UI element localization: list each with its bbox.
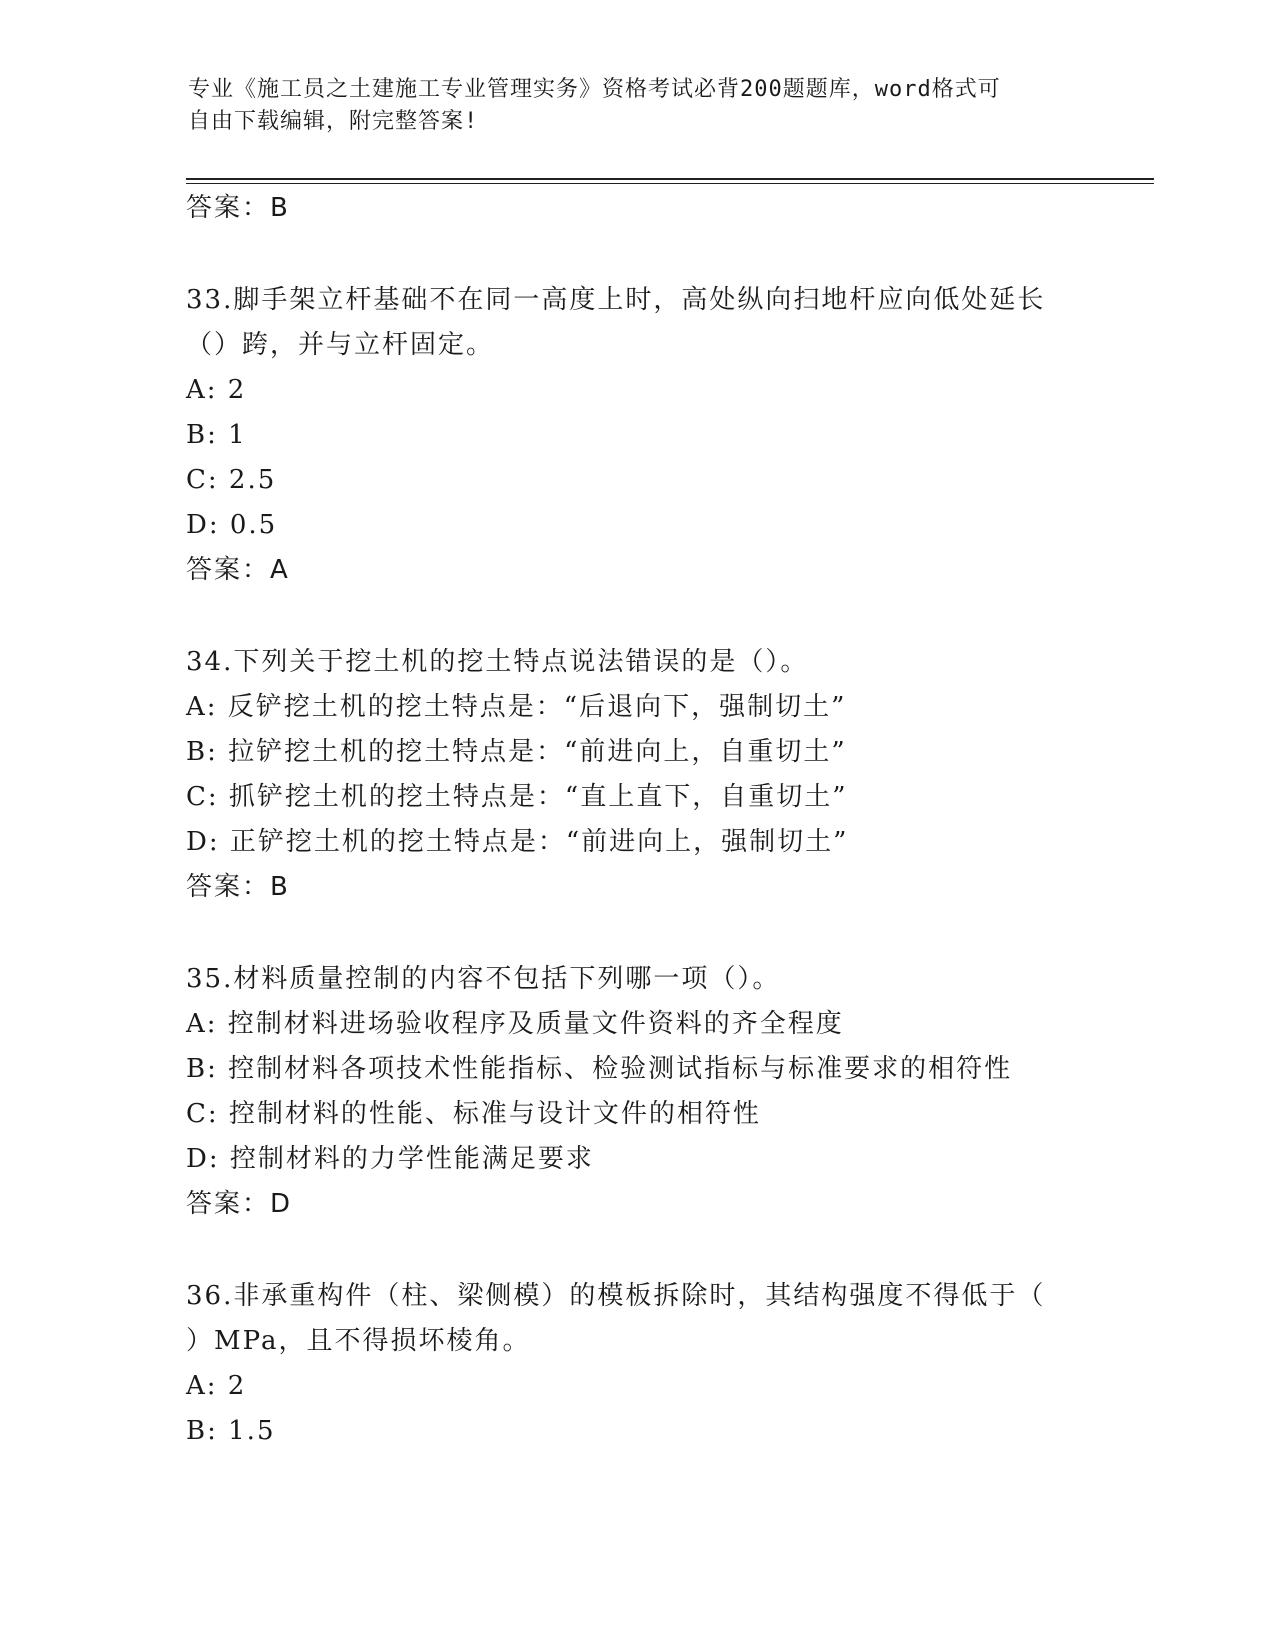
question-text: 33.脚手架立杆基础不在同一高度上时，高处纵向扫地杆应向低处延长 [186,285,1046,315]
document-header [188,74,1088,138]
option-a: A: 2 [186,375,247,405]
question-35 [186,957,1106,1227]
header-line-2: 自由下载编辑，附完整答案! [188,109,479,134]
question-list [186,186,1106,1454]
option-d: D: 控制材料的力学性能满足要求 [186,1144,594,1174]
option-a: A: 2 [186,1371,247,1401]
header-line-1: 专业《施工员之土建施工专业管理实务》资格考试必背200题题库，word格式可 [188,77,1001,102]
option-d: D: 正铲挖土机的挖土特点是：“前进向上，强制切土” [186,827,849,857]
answer-line: 答案：B [186,872,290,902]
question-34 [186,640,1106,910]
option-a: A: 反铲挖土机的挖土特点是：“后退向下，强制切土” [186,692,847,722]
option-c: C: 2.5 [186,465,277,495]
option-a: A: 控制材料进场验收程序及质量文件资料的齐全程度 [186,1009,844,1039]
answer-line: 答案：A [186,555,290,585]
question-36 [186,1274,1106,1454]
option-d: D: 0.5 [186,510,278,540]
option-b: B: 拉铲挖土机的挖土特点是：“前进向上，自重切土” [186,737,847,767]
answer-line: 答案：D [186,1189,293,1219]
header-rule-thin [186,183,1154,184]
question-33 [186,278,1106,593]
option-b: B: 控制材料各项技术性能指标、检验测试指标与标准要求的相符性 [186,1054,1013,1084]
option-c: C: 抓铲挖土机的挖土特点是：“直上直下，自重切土” [186,782,848,812]
option-b: B: 1 [186,420,247,450]
question-text: 36.非承重构件（柱、梁侧模）的模板拆除时，其结构强度不得低于（ [186,1281,1046,1311]
option-b: B: 1.5 [186,1416,276,1446]
header-rule-thick [186,178,1154,180]
answer-line: 答案：B [186,193,290,223]
question-text: 34.下列关于挖土机的挖土特点说法错误的是（）。 [186,647,809,677]
option-c: C: 控制材料的性能、标准与设计文件的相符性 [186,1099,761,1129]
question-text: 35.材料质量控制的内容不包括下列哪一项（）。 [186,964,781,994]
question-text: ）MPa，且不得损坏棱角。 [186,1326,531,1356]
question-text: （）跨，并与立杆固定。 [186,330,495,360]
